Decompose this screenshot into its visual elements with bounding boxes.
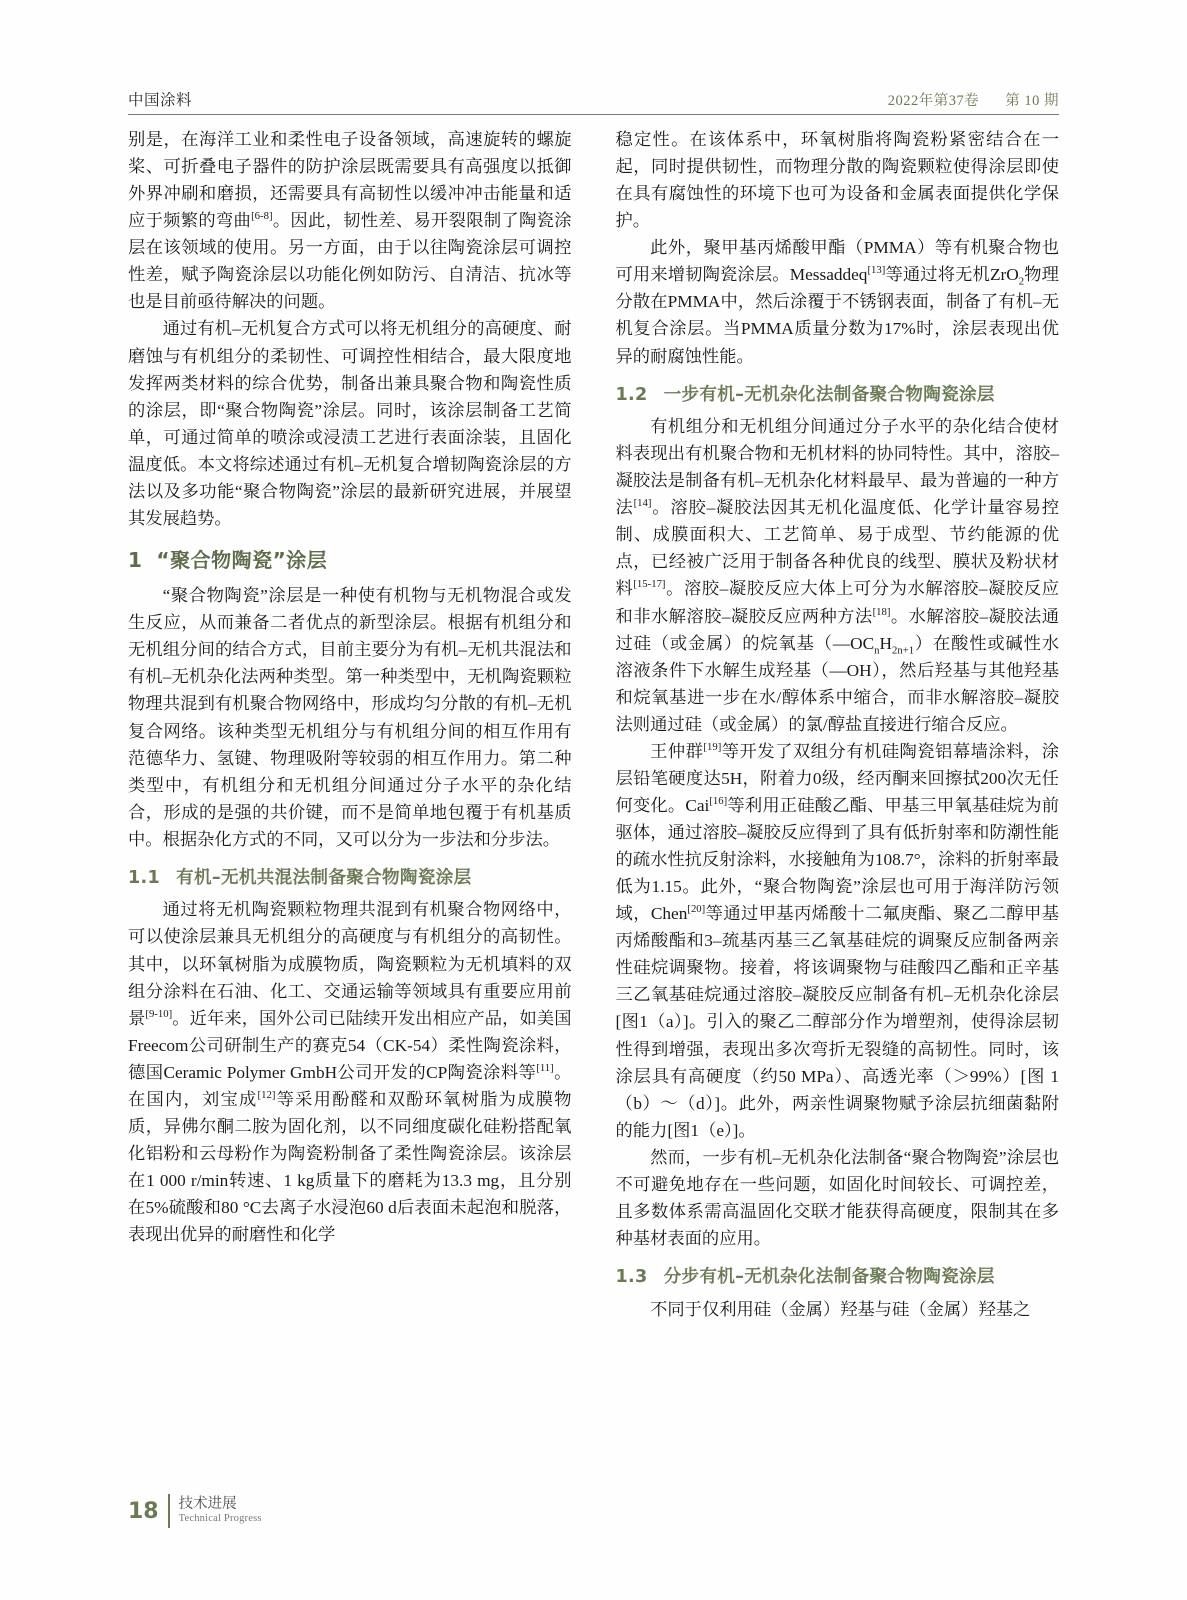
page-number: 18: [128, 1498, 159, 1524]
page-footer: [128, 1494, 262, 1528]
section-number-1: 1: [128, 547, 143, 572]
subsection-heading-1-2: [616, 382, 1060, 410]
paragraph-right-6: 不同于仅利用硅（金属）羟基与硅（金属）羟基之: [650, 1299, 1031, 1319]
paragraph-right-2: 此外，聚甲基丙烯酸甲酯（PMMA）等有机聚合物也可用来增韧陶瓷涂层。Messaddeq[13]等通过将无机ZrO$_2$物理分散在PMMA中，然后涂覆于不锈钢表面，制备了有机–无机复合涂层。当PMMA质量分数为17%时，涂层表现出优异的耐腐蚀性能。: [615, 238, 1059, 366]
footer-section-cn: 技术进展: [178, 1496, 237, 1513]
paragraph-left-2: 通过有机–无机复合方式可以将无机组分的高硬度、耐磨蚀与有机组分的柔韧性、可调控性相结合，最大限度地发挥两类材料的综合优势，制备出兼具聚合物和陶瓷性质的涂层，即“聚合物陶瓷”涂层。同时，该涂层制备工艺简单，可通过简单的喷涂或浸渍工艺进行表面涂装，且固化温度低。本文将综述通过有机–无机复合增韧陶瓷涂层的方法以及多功能“聚合物陶瓷”涂层的最新研究进展，并展望其发展趋势。: [128, 319, 572, 528]
paragraph-left-1: 别是，在海洋工业和柔性电子设备领域，高速旋转的螺旋桨、可折叠电子器件的防护涂层既需要具有高强度以抵御外界冲刷和磨损，还需要具有高韧性以缓冲冲击能量和适应于频繁的弯曲[6-8]。因此，韧性差、易开裂限制了陶瓷涂层在该领域的使用。另一方面，由于以往陶瓷涂层可调控性差，赋予陶瓷涂层以功能化例如防污、自清洁、抗冰等也是目前亟待解决的问题。: [128, 130, 572, 312]
subsection-title-1-3: 分步有机–无机杂化法制备聚合物陶瓷涂层: [663, 1267, 995, 1288]
subsection-number-1-3: 1.3: [615, 1267, 648, 1288]
paragraph-right-4: 王仲群[19]等开发了双组分有机硅陶瓷铝幕墙涂料，涂层铅笔硬度达5H，附着力0级，经丙酮来回擦拭200次无任何变化。Cai[16]等利用正硅酸乙酯、甲基三甲氧基硅烷为前驱体，通过溶胶–凝胶反应得到了具有低折射率和防潮性能的疏水性抗反射涂料，水接触角为108.7°，涂料的折射率最低为1.15。此外，“聚合物陶瓷”涂层也可用于海洋防污领域，Chen[20]等通过甲基丙烯酸十二氟庚酯、聚乙二醇甲基丙烯酸酯和3–巯基丙基三乙氧基硅烷的调聚反应制备两亲性硅烷调聚物。接着，将该调聚物与硅酸四乙酯和正辛基三乙氧基硅烷通过溶胶–凝胶反应制备有机–无机杂化涂层[图1（a）]。引入的聚乙二醇部分作为增塑剂，使得涂层韧性得到增强，表现出多次弯折无裂缝的高韧性。同时，该涂层具有高硬度（约50 MPa）、高透光率（＞99%）[图 1（b）～（d）]。此外，两亲性调聚物赋予涂层抗细菌黏附的能力[图1（e）]。: [615, 741, 1059, 1140]
volume-label: 2022年第37卷: [887, 93, 980, 109]
journal-name: 中国涂料: [128, 92, 193, 109]
section-title-1: “聚合物陶瓷”涂层: [156, 547, 328, 572]
article-body: [128, 126, 1059, 1323]
right-column: [616, 126, 1060, 1323]
footer-section-label: [179, 1496, 262, 1525]
paragraph-right-3: 有机组分和无机组分间通过分子水平的杂化结合使材料表现出有机聚合物和无机材料的协同特性。其中，溶胶–凝胶法是制备有机–无机杂化材料最早、最为普遍的一种方法[14]。溶胶–凝胶法因其无机化温度低、化学计量容易控制、成膜面积大、工艺简单、易于成型、节约能源的优点，已经被广泛用于制备各种优良的线型、膜状及粉状材料[15-17]。溶胶–凝胶反应大体上可分为水解溶胶–凝胶反应和非水解溶胶–凝胶反应两种方法[18]。水解溶胶–凝胶法通过硅（或金属）的烷氧基$(—OC_nH_{2n+1})$在酸性或碱性水溶液条件下水解生成羟基（—OH），然后羟基与其他羟基和烷氧基进一步在水/醇体系中缩合，而非水解溶胶–凝胶法则通过硅（或金属）的氯/醇盐直接进行缩合反应。: [615, 417, 1059, 734]
paragraph-left-4: 通过将无机陶瓷颗粒物理共混到有机聚合物网络中，可以使涂层兼具无机组分的高硬度与有机组分的高韧性。其中，以环氧树脂为成膜物质，陶瓷颗粒为无机填料的双组分涂料在石油、化工、交通运输等领域具有重要应用前景[9-10]。近年来，国外公司已陆续开发出相应产品，如美国Freecom公司研制生产的赛克54（CK-54）柔性陶瓷涂料，德国Ceramic Polymer GmbH公司开发的CP陶瓷涂料等[11]。在国内，刘宝成[12]等采用酚醛和双酚环氧树脂为成膜物质，异佛尔酮二胺为固化剂，以不同细度碳化硅粉搭配氧化铝粉和云母粉作为陶瓷粉制备了柔性陶瓷涂层。该涂层在1 000 r/min转速、1 kg质量下的磨耗为13.3 mg，且分别在5%硫酸和80 °C去离子水浸泡60 d后表面未起泡和脱落，表现出优异的耐磨性和化学: [128, 900, 572, 1245]
footer-section-en: Technical Progress: [178, 1513, 262, 1525]
subsection-number-1-2: 1.2: [615, 384, 648, 405]
issue-label: 第 10 期: [1005, 93, 1059, 109]
paragraph-right-1: 稳定性。在该体系中，环氧树脂将陶瓷粉紧密结合在一起，同时提供韧性，而物理分散的陶瓷颗粒使得涂层即使在具有腐蚀性的环境下也可为设备和金属表面提供化学保护。: [615, 130, 1059, 231]
subsection-title-1-1: 有机–无机共混法制备聚合物陶瓷涂层: [176, 867, 472, 888]
page-header: [128, 84, 1059, 115]
footer-divider: [168, 1494, 170, 1528]
section-heading-1: [128, 545, 572, 576]
paragraph-left-3: “聚合物陶瓷”涂层是一种使有机物与无机物混合或发生反应，从而兼备二者优点的新型涂层。根据有机组分和无机组分间的结合方式，目前主要分为有机–无机共混法和有机–无机杂化法两种类型。第一种类型中，无机陶瓷颗粒物理共混到有机聚合物网络中，形成均匀分散的有机–无机复合网络。该种类型无机组分与有机组分间的相互作用有范德华力、氢键、物理吸附等较弱的相互作用力。第二种类型中，有机组分和无机组分间通过分子水平的杂化结合，形成的是强的共价键，而不是简单地包覆于有机基质中。根据杂化方式的不同，又可以分为一步法和分步法。: [128, 586, 572, 849]
left-column: [128, 126, 572, 1323]
subsection-heading-1-3: [616, 1264, 1060, 1292]
subsection-number-1-1: 1.1: [128, 867, 161, 888]
paragraph-right-5: 然而，一步有机–无机杂化法制备“聚合物陶瓷”涂层也不可避免地存在一些问题，如固化时间较长、可调控差，且多数体系需高温固化交联才能获得高硬度，限制其在多种基材表面的应用。: [615, 1147, 1059, 1248]
subsection-heading-1-1: [128, 865, 572, 893]
subsection-title-1-2: 一步有机–无机杂化法制备聚合物陶瓷涂层: [663, 384, 995, 405]
issue-info: [888, 89, 1059, 110]
